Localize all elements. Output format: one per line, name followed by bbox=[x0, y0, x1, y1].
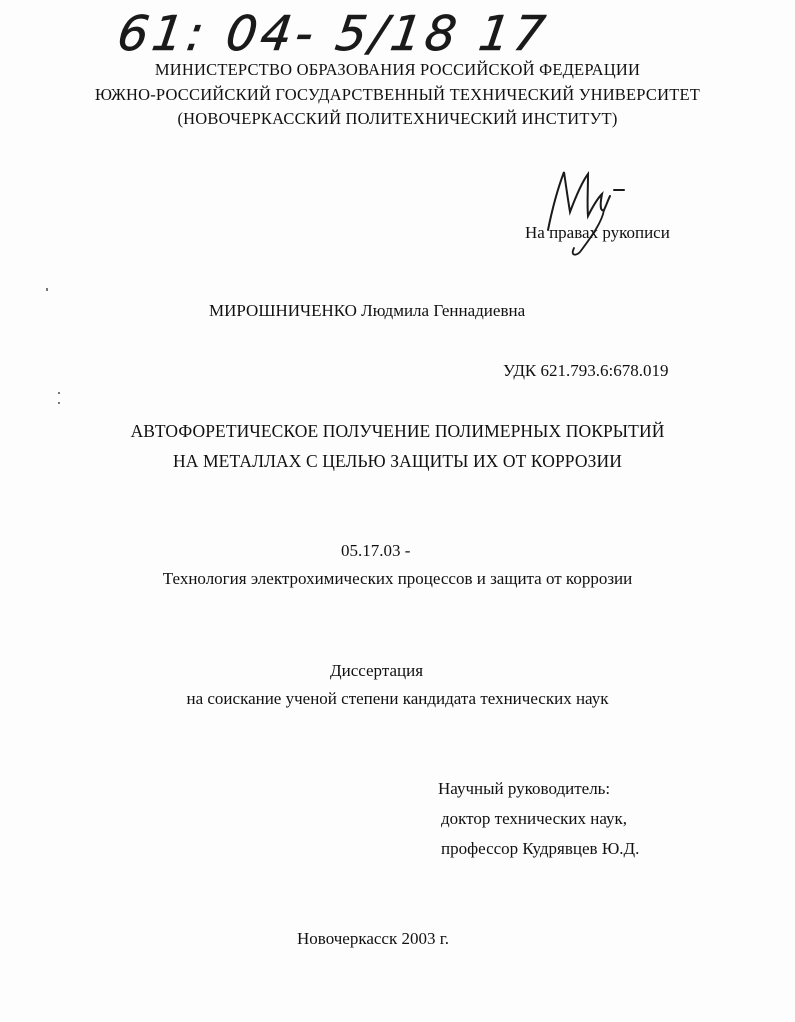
scan-speck bbox=[58, 392, 60, 394]
work-type: Диссертация bbox=[330, 661, 424, 680]
manuscript-rights-note: На правах рукописи bbox=[525, 223, 670, 242]
udk-code: УДК 621.793.6:678.019 bbox=[503, 361, 669, 380]
place-and-year: Новочеркасск 2003 г. bbox=[297, 929, 450, 948]
institute-header: (НОВОЧЕРКАССКИЙ ПОЛИТЕХНИЧЕСКИЙ ИНСТИТУТ) bbox=[177, 109, 618, 128]
dissertation-title-line-1: АВТОФОРЕТИЧЕСКОЕ ПОЛУЧЕНИЕ ПОЛИМЕРНЫХ ПОКРЫТИЙ bbox=[130, 421, 665, 441]
dissertation-title-line-2: НА МЕТАЛЛАХ С ЦЕЛЬЮ ЗАЩИТЫ ИХ ОТ КОРРОЗИИ bbox=[173, 451, 622, 471]
author-name: МИРОШНИЧЕНКО Людмила Геннадиевна bbox=[209, 301, 526, 320]
ministry-header: МИНИСТЕРСТВО ОБРАЗОВАНИЯ РОССИЙСКОЙ ФЕДЕРАЦИИ bbox=[154, 60, 641, 79]
supervisor-degree: доктор технических наук, bbox=[441, 809, 628, 828]
scan-speck bbox=[58, 402, 60, 404]
degree-purpose: на соискание ученой степени кандидата технических наук bbox=[186, 689, 609, 708]
specialty-name: Технология электрохимических процессов и защита от коррозии bbox=[162, 569, 633, 588]
handwritten-signature bbox=[530, 160, 640, 260]
university-header: ЮЖНО-РОССИЙСКИЙ ГОСУДАРСТВЕННЫЙ ТЕХНИЧЕСКИЙ УНИВЕРСИТЕТ bbox=[94, 85, 701, 104]
scan-speck bbox=[46, 288, 48, 291]
specialty-code: 05.17.03 - bbox=[341, 541, 411, 560]
supervisor-name: профессор Кудрявцев Ю.Д. bbox=[441, 839, 640, 858]
handwritten-archive-number: 61: 04- 5/18 17 bbox=[114, 6, 553, 62]
supervisor-label: Научный руководитель: bbox=[438, 779, 611, 798]
